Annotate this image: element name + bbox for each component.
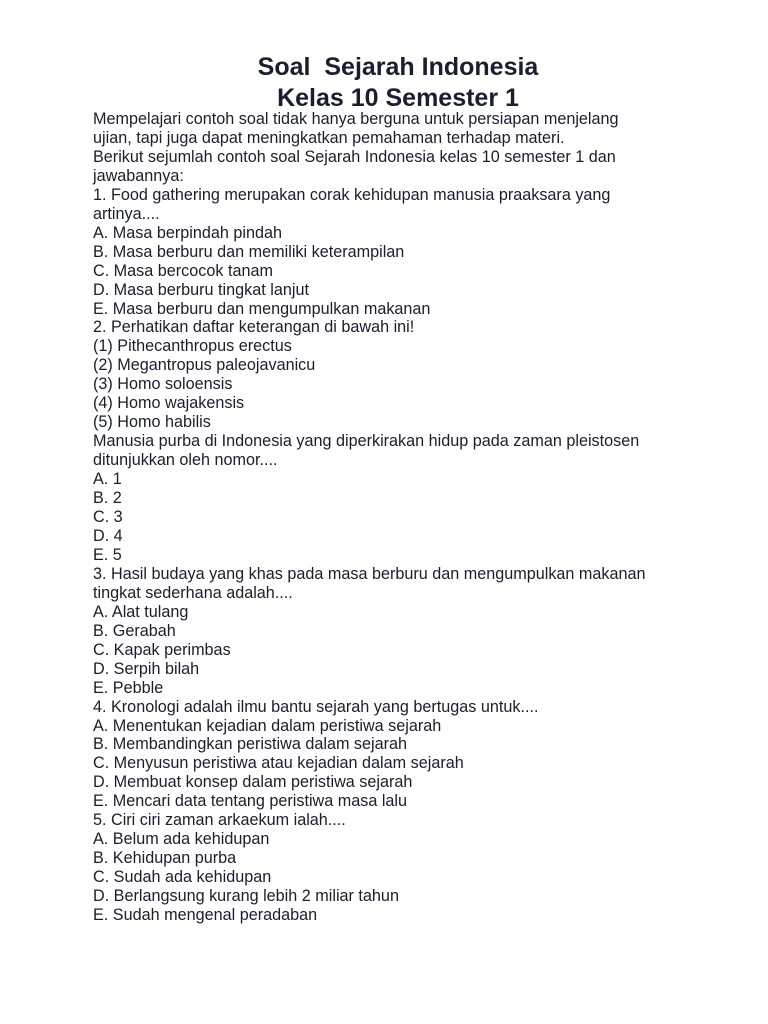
text-line: B. Membandingkan peristiwa dalam sejarah bbox=[93, 735, 408, 754]
text-line: 1. Food gathering merupakan corak kehidupan manusia praaksara yang bbox=[93, 185, 611, 204]
text-line: E. Mencari data tentang peristiwa masa lalu bbox=[93, 792, 408, 811]
text-line: (2) Megantropus paleojavanicu bbox=[93, 356, 316, 375]
text-line: artinya.... bbox=[93, 204, 160, 223]
text-line: D. 4 bbox=[93, 526, 123, 545]
text-line: B. Masa berburu dan memiliki keterampilan bbox=[93, 242, 405, 261]
text-line: A. Belum ada kehidupan bbox=[93, 830, 270, 849]
text-line: D. Membuat konsep dalam peristiwa sejarah bbox=[93, 773, 413, 792]
text-line: 5. Ciri ciri zaman arkaekum ialah.... bbox=[93, 811, 346, 830]
text-line: E. 5 bbox=[93, 545, 122, 564]
subtitle-line: Kelas 10 Semester 1 bbox=[277, 84, 519, 112]
text-line: 4. Kronologi adalah ilmu bantu sejarah yang bertugas untuk.... bbox=[93, 697, 539, 716]
text-line: C. Masa bercocok tanam bbox=[93, 261, 273, 280]
text-line: Manusia purba di Indonesia yang diperkirakan hidup pada zaman pleistosen bbox=[93, 432, 640, 451]
text-line: 2. Perhatikan daftar keterangan di bawah ini! bbox=[93, 318, 415, 337]
text-line: C. Menyusun peristiwa atau kejadian dalam sejarah bbox=[93, 754, 464, 773]
text-line: B. 2 bbox=[93, 489, 122, 508]
text-line: A. Masa berpindah pindah bbox=[93, 223, 282, 242]
text-line: C. Sudah ada kehidupan bbox=[93, 868, 272, 887]
text-line: E. Masa berburu dan mengumpulkan makanan bbox=[93, 299, 431, 318]
document-body bbox=[93, 110, 703, 925]
text-line: A. Alat tulang bbox=[93, 602, 189, 621]
text-line: A. 1 bbox=[93, 470, 122, 489]
text-line: D. Serpih bilah bbox=[93, 659, 200, 678]
text-line: B. Gerabah bbox=[93, 621, 176, 640]
text-line: (5) Homo habilis bbox=[93, 413, 211, 432]
document-title bbox=[0, 52, 768, 114]
text-line: Berikut sejumlah contoh soal Sejarah Indonesia kelas 10 semester 1 dan bbox=[93, 147, 616, 166]
text-line: ditunjukkan oleh nomor.... bbox=[93, 451, 278, 470]
text-line: B. Kehidupan purba bbox=[93, 849, 237, 868]
text-line: jawabannya: bbox=[93, 166, 184, 185]
text-line: E. Pebble bbox=[93, 678, 164, 697]
text-line: C. 3 bbox=[93, 508, 123, 527]
title-line: Soal Sejarah Indonesia bbox=[257, 53, 539, 81]
text-line: C. Kapak perimbas bbox=[93, 640, 231, 659]
text-line: (3) Homo soloensis bbox=[93, 375, 233, 394]
text-line: A. Menentukan kejadian dalam peristiwa sejarah bbox=[93, 716, 442, 735]
text-line: Mempelajari contoh soal tidak hanya berguna untuk persiapan menjelang bbox=[93, 110, 619, 128]
text-line: E. Sudah mengenal peradaban bbox=[93, 906, 318, 925]
text-line: (4) Homo wajakensis bbox=[93, 394, 245, 413]
text-line: ujian, tapi juga dapat meningkatkan pemahaman terhadap materi. bbox=[93, 128, 565, 147]
text-line: D. Masa berburu tingkat lanjut bbox=[93, 280, 309, 299]
text-line: tingkat sederhana adalah.... bbox=[93, 583, 293, 602]
text-line: D. Berlangsung kurang lebih 2 miliar tahun bbox=[93, 887, 399, 906]
text-line: 3. Hasil budaya yang khas pada masa berburu dan mengumpulkan makanan bbox=[93, 564, 646, 583]
text-line: (1) Pithecanthropus erectus bbox=[93, 337, 292, 356]
